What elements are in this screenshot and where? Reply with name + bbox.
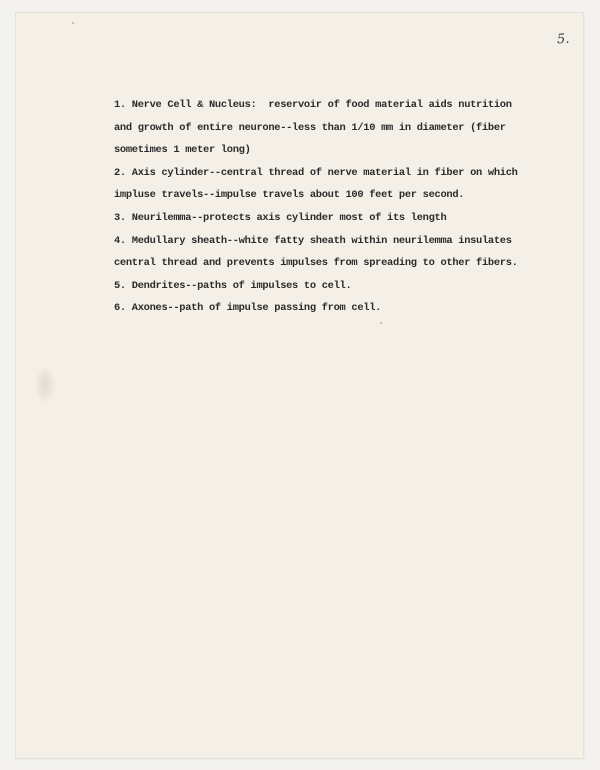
text-line: 6. Axones--path of impulse passing from cell.	[114, 302, 382, 315]
text-line: and growth of entire neurone--less than 1/10 mm in diameter (fiber	[114, 121, 506, 134]
notes-list	[114, 94, 518, 320]
list-item-4	[114, 230, 518, 275]
list-item-6	[114, 297, 514, 320]
paper-speck	[380, 322, 382, 324]
list-item-2	[114, 162, 518, 207]
text-line: central thread and prevents impulses from spreading to other fibers.	[114, 257, 518, 270]
list-item-3	[114, 207, 514, 230]
text-line: sometimes 1 meter long)	[114, 144, 251, 157]
text-line: 1. Nerve Cell & Nucleus: reservoir of food material aids nutrition	[114, 99, 512, 111]
paper-smudge	[34, 365, 56, 405]
list-item-5	[114, 275, 514, 298]
list-item-1	[114, 94, 514, 162]
text-line: 3. Neurilemma--protects axis cylinder most of its length	[114, 211, 447, 224]
text-line: impluse travels--impulse travels about 100 feet per second.	[114, 189, 465, 202]
paper-speck	[72, 22, 74, 24]
text-line: 4. Medullary sheath--white fatty sheath within neurilemma insulates	[114, 234, 512, 247]
handwritten-page-number: 5.	[556, 31, 570, 48]
text-line: 2. Axis cylinder--central thread of nerve material in fiber on which	[114, 166, 518, 179]
text-line: 5. Dendrites--paths of impulses to cell.	[114, 279, 352, 292]
